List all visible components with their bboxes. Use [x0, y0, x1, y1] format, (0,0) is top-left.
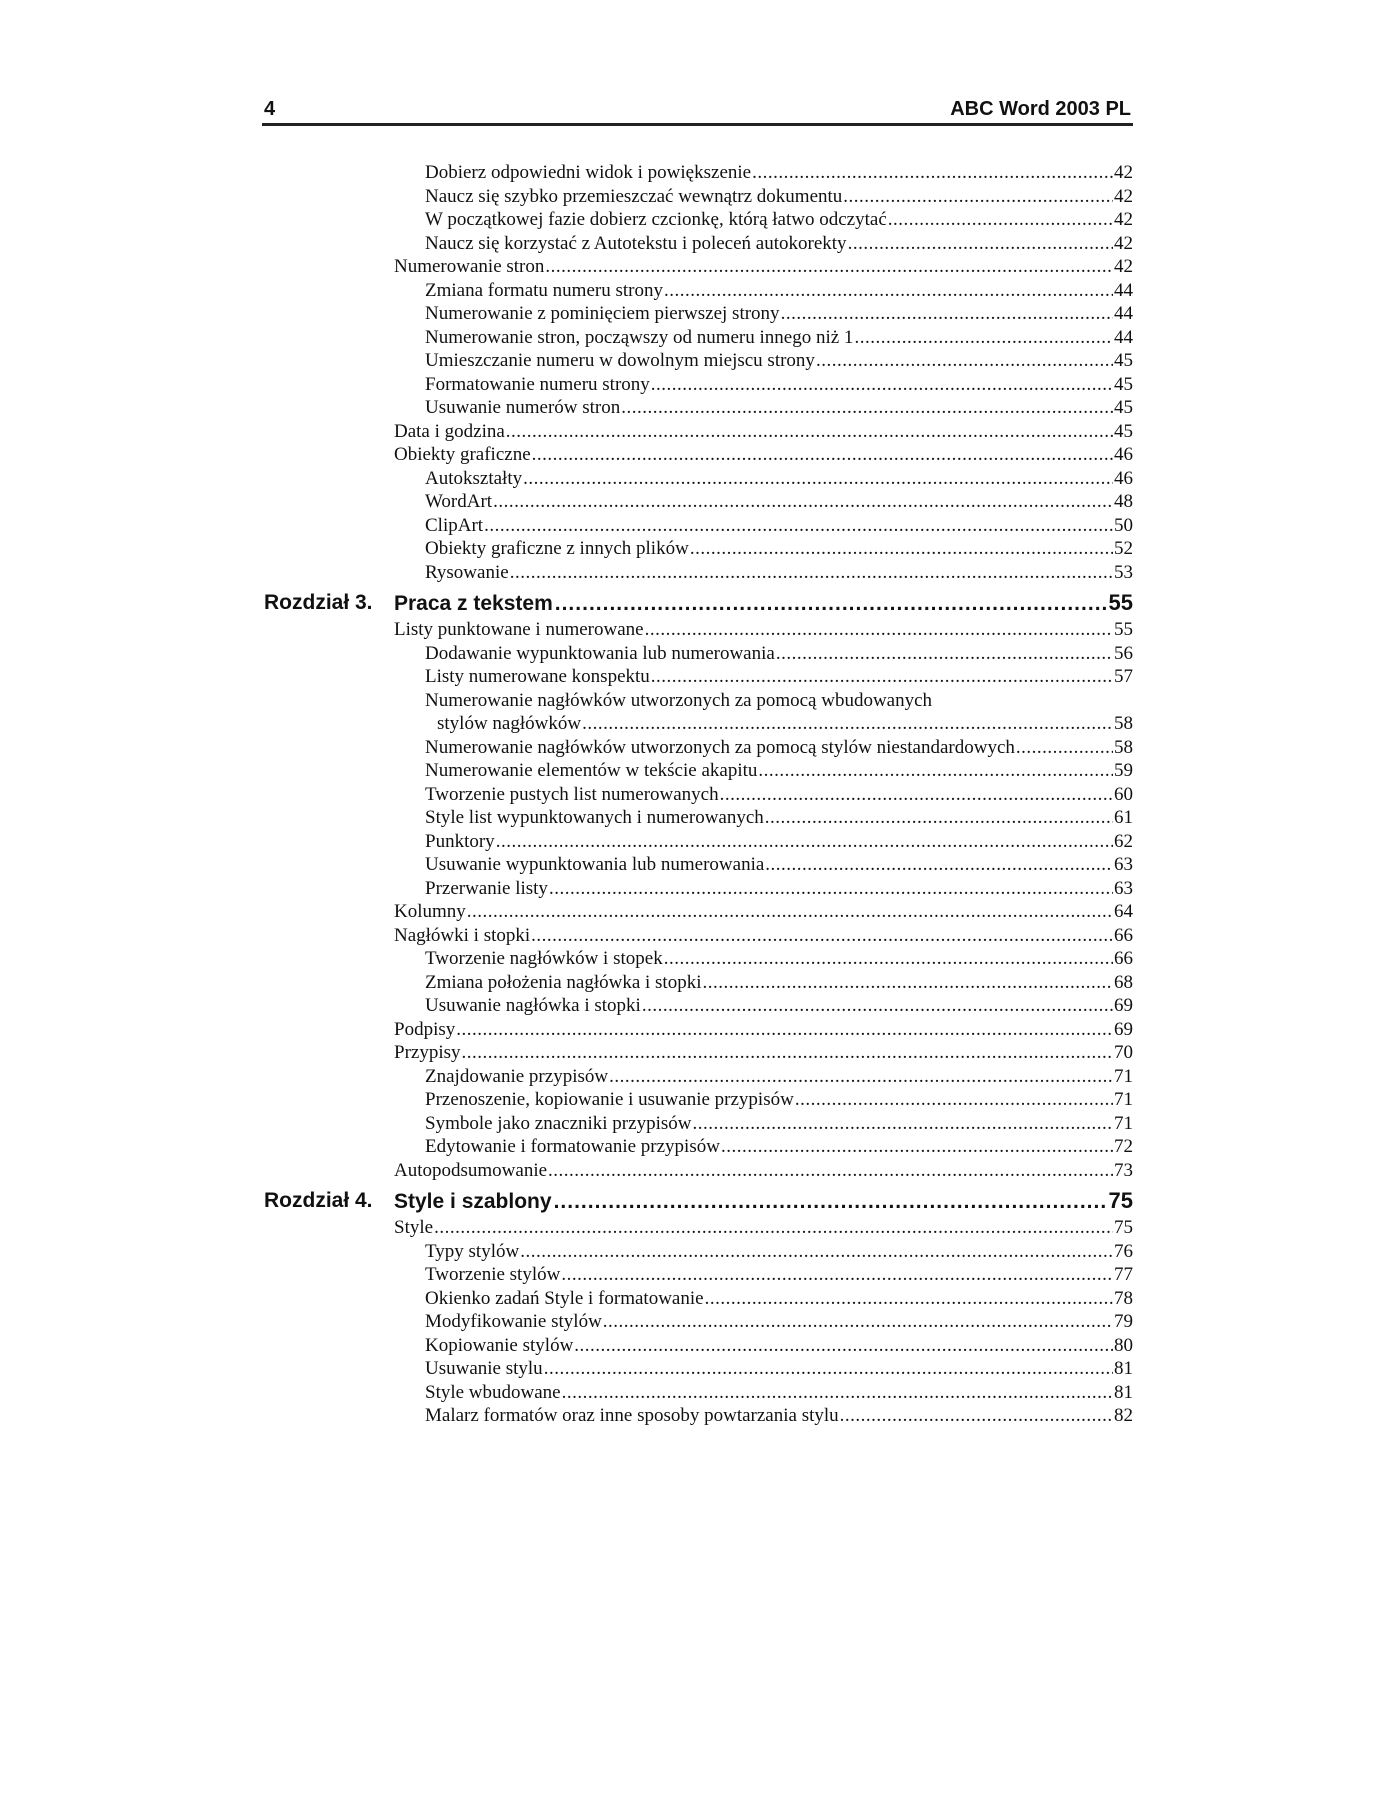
toc-entry [262, 561, 1133, 585]
dot-leader [781, 302, 1113, 326]
toc-entry-page: 52 [1114, 538, 1133, 559]
dot-leader [493, 490, 1113, 514]
toc-entry-title: Modyfikowanie stylów [425, 1311, 602, 1332]
chapter-label: Rozdział 3. [264, 591, 373, 614]
toc-entry [262, 1334, 1133, 1358]
toc-entry-page: 46 [1114, 467, 1133, 489]
toc-entry [262, 1216, 1133, 1240]
toc-entry [262, 1357, 1133, 1381]
toc-entry-page: 45 [1114, 397, 1133, 418]
dot-leader [752, 161, 1113, 185]
toc-entry-page: 46 [1114, 444, 1133, 465]
toc-entry [262, 853, 1133, 877]
toc-entry-page: 69 [1114, 995, 1133, 1016]
toc-entry-page: 81 [1114, 1381, 1133, 1403]
toc-entry-page: 72 [1114, 1136, 1133, 1157]
dot-leader [765, 806, 1113, 830]
toc-entry-title: Autopodsumowanie [394, 1159, 548, 1181]
toc-entry [262, 443, 1133, 467]
toc-entry [262, 736, 1133, 760]
toc-entry-page: 44 [1114, 326, 1133, 348]
page-header [262, 94, 1133, 124]
dot-leader [651, 373, 1113, 397]
dot-leader [888, 208, 1113, 232]
toc-entry-page: 55 [1114, 619, 1133, 640]
toc-entry-page: 44 [1114, 279, 1133, 301]
toc-entry [262, 947, 1133, 971]
dot-leader [609, 1065, 1113, 1089]
dot-leader [562, 1381, 1113, 1405]
toc-entry-title: Obiekty graficzne [394, 444, 531, 465]
dot-leader [720, 783, 1113, 807]
dot-leader [816, 349, 1113, 373]
dot-leader [843, 185, 1113, 209]
toc-entry-page: 73 [1114, 1159, 1133, 1181]
toc-entry [262, 396, 1133, 420]
toc-entry-page: 44 [1114, 303, 1133, 324]
dot-leader [702, 971, 1113, 995]
toc-entry-title: Autokształty [425, 467, 523, 489]
dot-leader [545, 255, 1113, 279]
dot-leader [554, 1187, 1107, 1217]
toc-entry [262, 161, 1133, 185]
toc-entry-title: Typy stylów [425, 1240, 520, 1262]
dot-leader [582, 712, 1113, 736]
book-title: ABC Word 2003 PL [950, 98, 1131, 120]
toc-chapter [262, 588, 1133, 618]
toc-entry-title: Przerwanie listy [425, 877, 548, 899]
toc-entry [262, 1310, 1133, 1334]
toc-entry-page: 82 [1114, 1405, 1133, 1426]
toc-entry [262, 326, 1133, 350]
toc-entry-title: Przypisy [394, 1042, 461, 1063]
toc-entry [262, 1404, 1133, 1428]
toc-entry-page: 75 [1108, 1188, 1133, 1213]
toc-entry-title: Style i szablony [394, 1190, 552, 1213]
toc-entry [262, 349, 1133, 373]
toc-entry-title: Punktory [425, 830, 495, 852]
toc-entry-title: Praca z tekstem [394, 592, 553, 615]
toc-entry [262, 665, 1133, 689]
toc-entry [262, 255, 1133, 279]
toc-entry-page: 42 [1114, 256, 1133, 277]
toc-entry-title: Tworzenie nagłówków i stopek [425, 948, 663, 969]
toc-entry-title: Data i godzina [394, 420, 505, 442]
dot-leader [854, 326, 1113, 350]
toc-entry-title: Obiekty graficzne z innych plików [425, 538, 689, 559]
dot-leader [462, 1041, 1114, 1065]
toc-entry [262, 900, 1133, 924]
dot-leader [544, 1357, 1113, 1381]
dot-leader [690, 537, 1113, 561]
toc-entry [262, 490, 1133, 514]
toc-entry-page: 45 [1114, 350, 1133, 371]
toc-entry [262, 642, 1133, 666]
toc-entry [262, 514, 1133, 538]
toc-entry-page: 60 [1114, 783, 1133, 805]
dot-leader [664, 947, 1113, 971]
toc-entry [262, 1135, 1133, 1159]
dot-leader [520, 1240, 1113, 1264]
toc-entry-page: 66 [1114, 924, 1133, 946]
toc-entry-title: Numerowanie stron [394, 256, 545, 277]
toc-entry [262, 1159, 1133, 1183]
dot-leader [531, 924, 1113, 948]
toc-entry [262, 1018, 1133, 1042]
toc-entry-title: Usuwanie stylu [425, 1358, 543, 1379]
toc-entry-page: 42 [1114, 185, 1133, 207]
toc-entry [262, 1381, 1133, 1405]
toc-entry [262, 618, 1133, 642]
toc-entry-title: Umieszczanie numeru w dowolnym miejscu strony [425, 350, 815, 371]
toc-entry [262, 1287, 1133, 1311]
toc-entry-title: Tworzenie stylów [425, 1264, 561, 1285]
dot-leader [549, 877, 1113, 901]
toc-entry [262, 1112, 1133, 1136]
toc-entry-title: Usuwanie numerów stron [425, 397, 621, 418]
toc-entry-title: stylów nagłówków [437, 713, 582, 734]
toc-entry [262, 279, 1133, 303]
toc-entry [262, 232, 1133, 256]
dot-leader [776, 642, 1113, 666]
dot-leader [848, 232, 1113, 256]
toc-entry-title: Kopiowanie stylów [425, 1334, 574, 1356]
dot-leader [705, 1287, 1113, 1311]
toc-entry-title: Dodawanie wypunktowania lub numerowania [425, 642, 775, 664]
toc-entry-title: Edytowanie i formatowanie przypisów [425, 1136, 720, 1157]
toc-entry [262, 208, 1133, 232]
toc-entry [262, 302, 1133, 326]
toc-entry-title: Naucz się korzystać z Autotekstu i poleceń autokorekty [425, 232, 847, 254]
toc-entry-title: Dobierz odpowiedni widok i powiększenie [425, 162, 752, 183]
page-number: 4 [264, 98, 276, 120]
dot-leader [561, 1263, 1113, 1287]
toc-entry-title: Podpisy [394, 1018, 456, 1040]
toc-entry-page: 75 [1114, 1217, 1133, 1238]
toc-entry-title: Naucz się szybko przemieszczać wewnątrz dokumentu [425, 185, 843, 207]
toc-entry-page: 68 [1114, 971, 1133, 993]
toc-entry-title: Numerowanie nagłówków utworzonych za pomocą stylów niestandardowych [425, 736, 1015, 758]
toc-entry-title: Numerowanie stron, począwszy od numeru innego niż 1 [425, 326, 854, 348]
toc-entry-title: Listy numerowane konspektu [425, 666, 650, 687]
toc-entry-page: 57 [1114, 666, 1133, 687]
toc-entry-title: Kolumny [394, 901, 466, 922]
toc-entry-page: 45 [1114, 373, 1133, 395]
toc-entry-page: 81 [1114, 1358, 1133, 1379]
toc-entry [262, 1263, 1133, 1287]
toc-entry-page: 80 [1114, 1334, 1133, 1356]
dot-leader [692, 1112, 1113, 1136]
table-of-contents [262, 161, 1133, 1428]
toc-entry-title: Symbole jako znaczniki przypisów [425, 1112, 692, 1134]
dot-leader [434, 1216, 1113, 1240]
dot-leader [1016, 736, 1113, 760]
toc-entry-page: 63 [1114, 854, 1133, 875]
toc-entry [262, 537, 1133, 561]
dot-leader [506, 420, 1113, 444]
toc-entry-page: 48 [1114, 491, 1133, 512]
toc-entry [262, 1041, 1133, 1065]
toc-entry-page: 58 [1114, 736, 1133, 758]
toc-entry-title: ClipArt [425, 514, 484, 536]
dot-leader [765, 853, 1113, 877]
dot-leader [496, 830, 1113, 854]
dot-leader [642, 994, 1113, 1018]
toc-chapter [262, 1186, 1133, 1216]
dot-leader [795, 1088, 1113, 1112]
toc-entry-page: 55 [1108, 590, 1133, 615]
header-rule [262, 123, 1133, 126]
toc-entry [262, 712, 1133, 736]
toc-entry-title: Malarz formatów oraz inne sposoby powtarzania stylu [425, 1405, 839, 1426]
toc-entry [262, 420, 1133, 444]
toc-entry-page: 42 [1114, 232, 1133, 254]
toc-entry [262, 924, 1133, 948]
toc-entry-title: Nagłówki i stopki [394, 924, 531, 946]
toc-entry [262, 759, 1133, 783]
toc-entry-title: Listy punktowane i numerowane [394, 619, 644, 640]
toc-entry-title: WordArt [425, 491, 493, 512]
toc-entry [262, 783, 1133, 807]
toc-entry-page: 45 [1114, 420, 1133, 442]
toc-entry-title: Numerowanie elementów w tekście akapitu [425, 760, 758, 781]
toc-entry [262, 877, 1133, 901]
toc-entry-title: Usuwanie wypunktowania lub numerowania [425, 854, 765, 875]
toc-entry-title: Formatowanie numeru strony [425, 373, 650, 395]
dot-leader [484, 514, 1113, 538]
toc-entry-title: W początkowej fazie dobierz czcionkę, którą łatwo odczytać [425, 209, 887, 230]
toc-entry-page: 50 [1114, 514, 1133, 536]
toc-entry [262, 1240, 1133, 1264]
toc-entry-page: 79 [1114, 1311, 1133, 1332]
dot-leader [603, 1310, 1113, 1334]
dot-leader [574, 1334, 1113, 1358]
toc-entry [262, 830, 1133, 854]
toc-entry-title: Numerowanie z pominięciem pierwszej strony [425, 303, 780, 324]
toc-entry-page: 56 [1114, 642, 1133, 664]
toc-entry [262, 971, 1133, 995]
toc-entry-title: Numerowanie nagłówków utworzonych za pomocą wbudowanych [425, 689, 933, 711]
dot-leader [548, 1159, 1113, 1183]
toc-entry [262, 373, 1133, 397]
toc-entry-title: Okienko zadań Style i formatowanie [425, 1287, 704, 1309]
toc-entry-page: 61 [1114, 807, 1133, 828]
toc-entry-page: 71 [1114, 1112, 1133, 1134]
chapter-label: Rozdział 4. [264, 1189, 373, 1212]
dot-leader [555, 589, 1107, 619]
dot-leader [664, 279, 1113, 303]
toc-entry [262, 806, 1133, 830]
dot-leader [840, 1404, 1113, 1428]
toc-entry-title: Przenoszenie, kopiowanie i usuwanie przypisów [425, 1089, 794, 1110]
dot-leader [532, 443, 1113, 467]
dot-leader [510, 561, 1113, 585]
toc-entry-page: 77 [1114, 1264, 1133, 1285]
toc-entry-page: 42 [1114, 209, 1133, 230]
toc-entry-page: 66 [1114, 948, 1133, 969]
toc-entry-page: 69 [1114, 1018, 1133, 1040]
toc-entry-title: Rysowanie [425, 561, 509, 583]
dot-leader [721, 1135, 1113, 1159]
toc-entry-page: 64 [1114, 901, 1133, 922]
dot-leader [456, 1018, 1113, 1042]
toc-entry [262, 467, 1133, 491]
toc-entry-page: 53 [1114, 561, 1133, 583]
dot-leader [467, 900, 1113, 924]
dot-leader [523, 467, 1113, 491]
dot-leader [651, 665, 1113, 689]
toc-entry-title: Zmiana formatu numeru strony [425, 279, 663, 301]
toc-entry-page: 71 [1114, 1089, 1133, 1110]
toc-entry [262, 994, 1133, 1018]
toc-entry-page: 70 [1114, 1042, 1133, 1063]
toc-entry [262, 1065, 1133, 1089]
toc-entry-title: Style list wypunktowanych i numerowanych [425, 807, 764, 828]
toc-entry-title: Style wbudowane [425, 1381, 561, 1403]
toc-entry-page: 62 [1114, 830, 1133, 852]
toc-entry-title: Style [394, 1217, 434, 1238]
toc-entry-page: 42 [1114, 162, 1133, 183]
toc-entry-title: Znajdowanie przypisów [425, 1065, 609, 1087]
toc-entry-title: Tworzenie pustych list numerowanych [425, 783, 719, 805]
toc-entry [262, 185, 1133, 209]
dot-leader [645, 618, 1113, 642]
dot-leader [621, 396, 1113, 420]
toc-entry-page: 63 [1114, 877, 1133, 899]
toc-entry-page: 59 [1114, 760, 1133, 781]
toc-entry-page: 78 [1114, 1287, 1133, 1309]
toc-entry-page: 76 [1114, 1240, 1133, 1262]
toc-entry [262, 689, 1133, 713]
dot-leader [758, 759, 1113, 783]
toc-entry-page: 71 [1114, 1065, 1133, 1087]
toc-entry-title: Zmiana położenia nagłówka i stopki [425, 971, 702, 993]
toc-entry-page: 58 [1114, 713, 1133, 734]
toc-entry-title: Usuwanie nagłówka i stopki [425, 995, 641, 1016]
toc-entry [262, 1088, 1133, 1112]
